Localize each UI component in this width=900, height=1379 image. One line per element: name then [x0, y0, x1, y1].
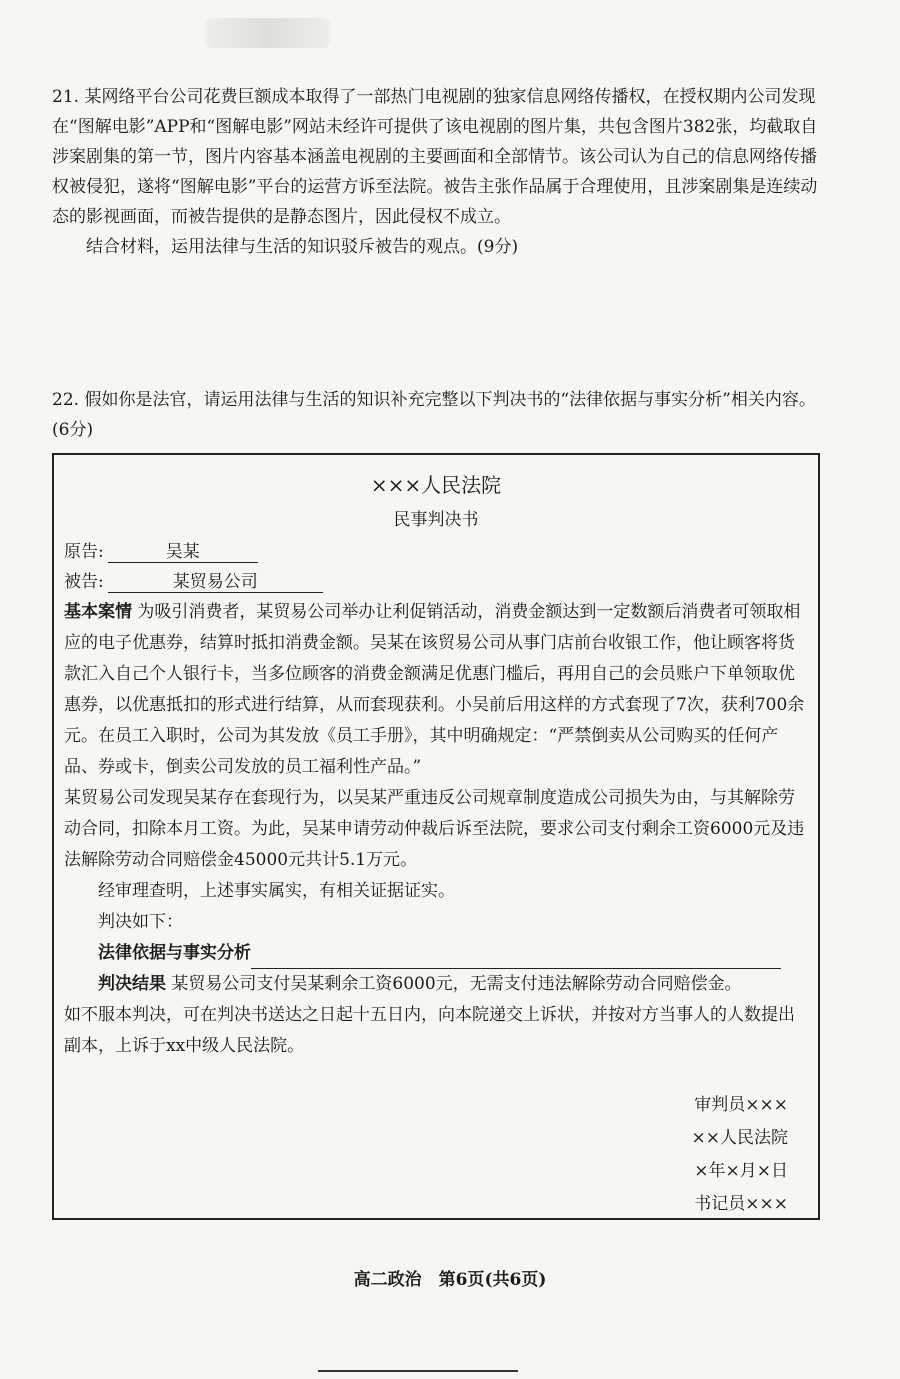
ruling-intro: 判决如下： [98, 912, 183, 932]
date-sign: ×年×月×日 [694, 1161, 788, 1181]
judgment-content [64, 597, 808, 1062]
defendant-row [64, 567, 323, 593]
defendant-label: 被告: [64, 572, 104, 592]
case-paragraph [64, 597, 808, 783]
legal-basis-row [64, 938, 808, 969]
q21-text: 21. 某网络平台公司花费巨额成本取得了一部热门电视剧的独家信息网络传播权，在授权期内公司发现在“图解电影”APP和“图解电影”网站未经许可提供了该电视剧的图片集，共包含图片382张，均截取自涉案剧集的第一节，图片内容基本涵盖电视剧的主要画面和全部情节。该公司认为自己的信息网络传播权被侵犯，遂将“图解电影”平台的运营方诉至法院。被告主张作品属于合理使用，且涉案剧集是连续动态的影视画面，而被告提供的是静态图片，因此侵权不成立。 [52, 87, 818, 227]
case-text: 为吸引消费者，某贸易公司举办让利促销活动，消费金额达到一定数额后消费者可领取相应的电子优惠券，结算时抵扣消费金额。吴某在该贸易公司从事门店前台收银工作，他让顾客将货款汇入自己个人银行卡，当多位顾客的消费金额满足优惠门槛后，再用自己的会员账户下单领取优惠券，以优惠抵扣的形式进行结算，从而套现获利。小吴前后用这样的方式套现了7次，获利700余元。在员工入职时，公司为其发放《员工手册》，其中明确规定：“严禁倒卖从公司购买的任何产品、券或卡，倒卖公司发放的员工福利性产品。” [64, 602, 805, 777]
result-label: 判决结果 [98, 974, 166, 994]
question-21 [52, 82, 822, 262]
appeal-text: 如不服本判决，可在判决书送达之日起十五日内，向本院递交上诉状，并按对方当事人的人数提出副本，上诉于xx中级人民法院。 [64, 1005, 795, 1056]
judge-sign: 审判员××× [694, 1095, 788, 1115]
court-title: ×××人民法院 [370, 473, 502, 497]
plaintiff-name: 吴某 [108, 537, 258, 563]
case-label: 基本案情 [64, 602, 132, 622]
scan-smudge [205, 18, 330, 48]
doc-type: 民事判决书 [393, 510, 479, 530]
bottom-rule [318, 1370, 518, 1372]
q21-prompt: 结合材料，运用法律与生活的知识驳斥被告的观点。(9分) [86, 237, 519, 257]
page-footer: 高二政治 第6页(共6页) [353, 1270, 547, 1290]
answer-blank[interactable] [251, 946, 781, 969]
plaintiff-row [64, 537, 258, 563]
question-22 [52, 385, 822, 445]
result-paragraph [64, 969, 808, 1000]
q22-text: 22. 假如你是法官，请运用法律与生活的知识补充完整以下判决书的“法律依据与事实分析”相关内容。(6分) [52, 390, 816, 440]
clerk-sign: 书记员××× [694, 1194, 788, 1214]
judgment-document [52, 453, 820, 1220]
court-sign: ××人民法院 [691, 1128, 788, 1148]
plaintiff-label: 原告: [64, 542, 104, 562]
legal-basis-label: 法律依据与事实分析 [98, 943, 251, 963]
defendant-name: 某贸易公司 [108, 567, 323, 593]
result-text: 某贸易公司支付吴某剩余工资6000元，无需支付违法解除劳动合同赔偿金。 [171, 974, 742, 994]
verified-text: 经审理查明，上述事实属实，有相关证据证实。 [98, 881, 455, 901]
case-text-2: 某贸易公司发现吴某存在套现行为，以吴某严重违反公司规章制度造成公司损失为由，与其解除劳动合同，扣除本月工资。为此，吴某申请劳动仲裁后诉至法院，要求公司支付剩余工资6000元及违法解除劳动合同赔偿金45000元共计5.1万元。 [64, 788, 805, 870]
